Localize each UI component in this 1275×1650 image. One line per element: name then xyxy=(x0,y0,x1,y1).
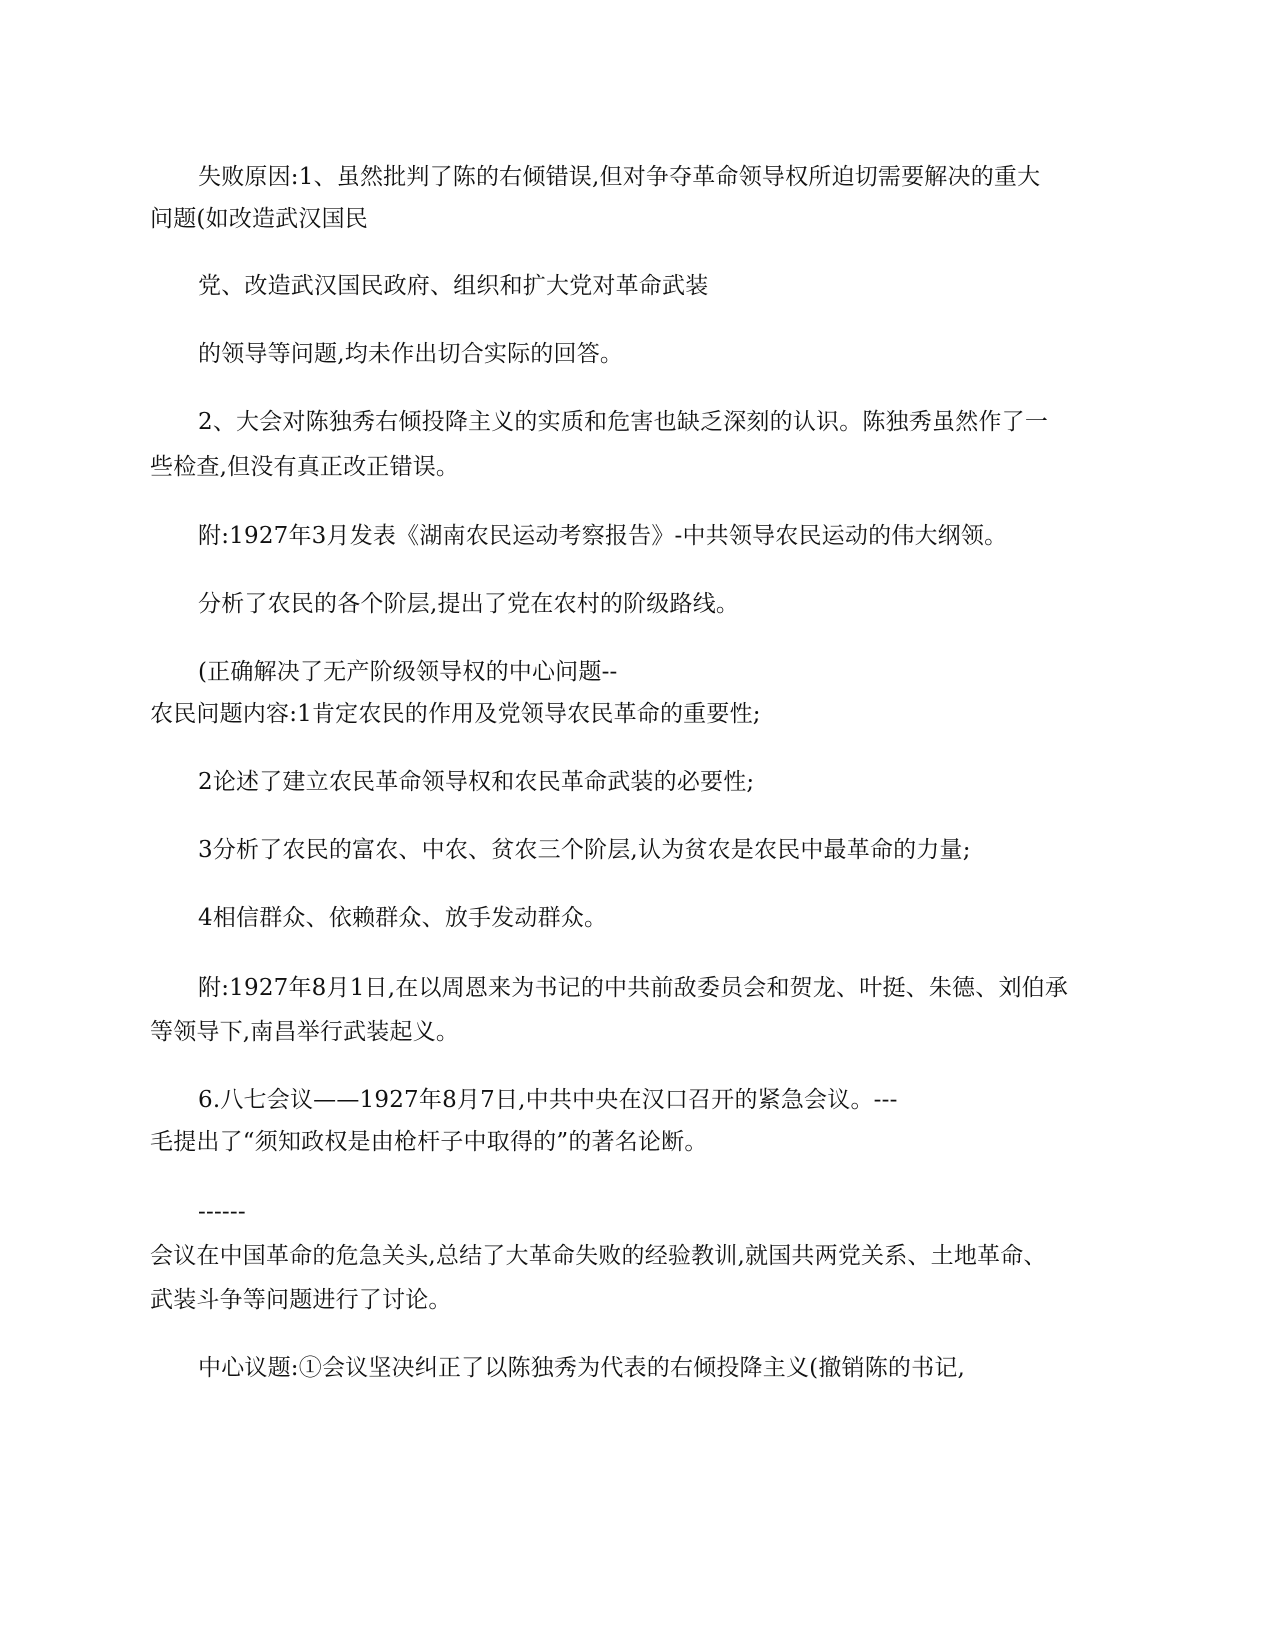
text-line: 党、改造武汉国民政府、组织和扩大党对革命武装 xyxy=(198,273,709,299)
text-line: 附:1927年8月1日,在以周恩来为书记的中共前敌委员会和贺龙、叶挺、朱德、刘伯承 xyxy=(198,975,1069,1001)
text-line: (正确解决了无产阶级领导权的中心问题-- xyxy=(198,659,618,685)
text-line: 6.八七会议——1927年8月7日,中共中央在汉口召开的紧急会议。--- xyxy=(198,1087,898,1113)
text-line: 4相信群众、依赖群众、放手发动群众。 xyxy=(198,905,608,931)
text-line: 农民问题内容:1肯定农民的作用及党领导农民革命的重要性; xyxy=(150,701,761,727)
text-line: 失败原因:1、虽然批判了陈的右倾错误,但对争夺革命领导权所迫切需要解决的重大 xyxy=(198,164,1041,190)
text-line: 会议在中国革命的危急关头,总结了大革命失败的经验教训,就国共两党关系、土地革命、 xyxy=(150,1243,1047,1269)
text-line: 2论述了建立农民革命领导权和农民革命武装的必要性; xyxy=(198,769,755,795)
text-line: 3分析了农民的富农、中农、贫农三个阶层,认为贫农是农民中最革命的力量; xyxy=(198,837,971,863)
text-line: 毛提出了“须知政权是由枪杆子中取得的”的著名论断。 xyxy=(150,1129,708,1155)
text-line: 分析了农民的各个阶层,提出了党在农村的阶级路线。 xyxy=(198,591,740,617)
text-line: 问题(如改造武汉国民 xyxy=(150,206,368,232)
text-line: 附:1927年3月发表《湖南农民运动考察报告》-中共领导农民运动的伟大纲领。 xyxy=(198,523,1008,549)
text-line: 武装斗争等问题进行了讨论。 xyxy=(150,1287,452,1313)
text-line: 些检查,但没有真正改正错误。 xyxy=(150,454,460,480)
text-line: 等领导下,南昌举行武装起义。 xyxy=(150,1019,460,1045)
text-line: 的领导等问题,均未作出切合实际的回答。 xyxy=(198,341,624,367)
text-line: 2、大会对陈独秀右倾投降主义的实质和危害也缺乏深刻的认识。陈独秀虽然作了一 xyxy=(198,409,1049,435)
text-line: ------ xyxy=(198,1199,246,1225)
text-line: 中心议题:①会议坚决纠正了以陈独秀为代表的右倾投降主义(撤销陈的书记, xyxy=(198,1355,966,1381)
